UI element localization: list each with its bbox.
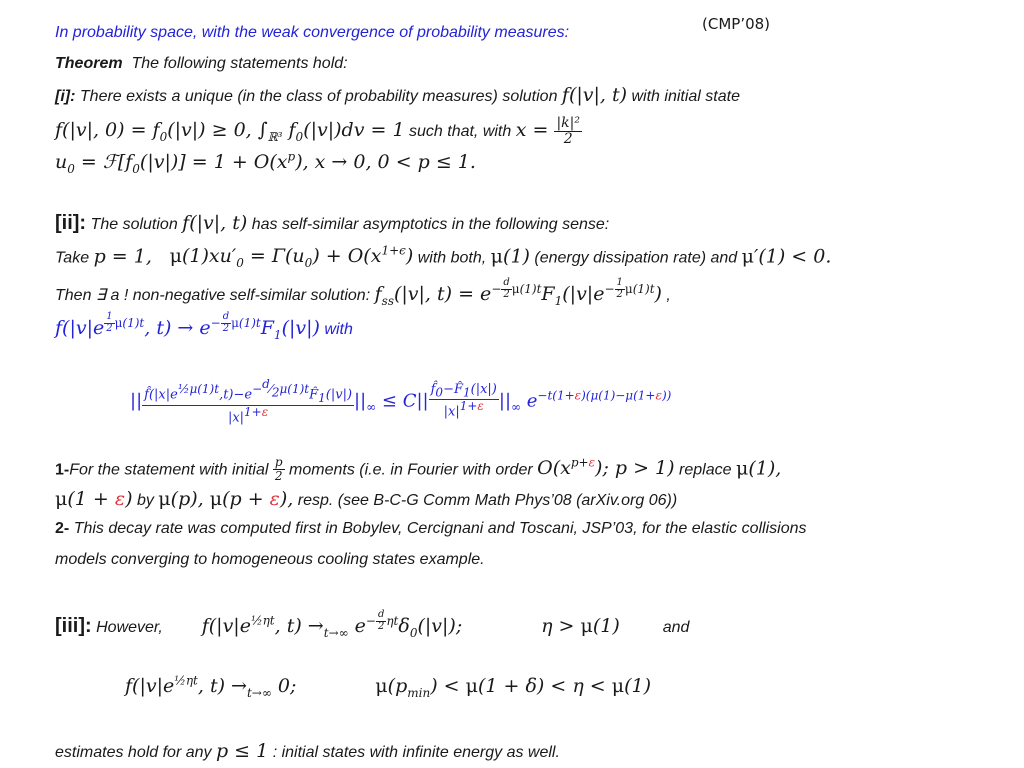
- theorem-line: [55, 55, 348, 73]
- formula-p-le-1: p ≤ 1: [215, 740, 269, 762]
- part3-and: and: [662, 618, 690, 636]
- note1-text-d: by: [136, 492, 154, 509]
- note1-line1: [55, 456, 781, 482]
- initial-state-line: [55, 116, 582, 146]
- part3-marker: [iii]:: [55, 614, 92, 637]
- theorem-statement: The following statements hold:: [131, 55, 348, 72]
- formula-mup: μ(p), μ(p + ε),: [158, 488, 294, 510]
- limit-zero-line: [125, 674, 651, 700]
- formula-limit-zero: $f(|v|e^{\frac{1}{2}\eta t}$, $t) \to_{t\to\infty}$ 0;: [125, 674, 297, 701]
- part3-however: However,: [96, 618, 163, 636]
- part2-text-b: has self-similar asymptotics in the following sense:: [251, 216, 610, 233]
- formula-mu1-b: μ(1),: [735, 457, 782, 480]
- note2-line1: [55, 520, 806, 538]
- note1-text-a: For the statement with initial: [69, 461, 269, 479]
- formula-norm-estimate: || $\frac{f̂(|x|e^{\frac{1}{2}\mu(1)t},t)-e^{-^d⁄_2\mu(1)t}F̂_1(|v|)}{|x|^{1+\varepsilon}}$ $||_\infty \le C||$ $\frac{f̂_0-F̂_1(|x|)}{|x|^{1+\varepsilon}}$ $||_\infty$ $e^{-t(1+\varepsilon)(\mu(1)-\mu(1+\varepsilon))}$: [130, 377, 672, 425]
- formula-initial-state: f(|v|, $0) = f_0(|v|) \ge 0$, $\int_{ℝ^3}$ $f_0(|v|)dv = 1$: [55, 119, 405, 144]
- note1-marker: 1-: [55, 461, 70, 479]
- intro-line: In probability space, with the weak convergence of probability measures:: [55, 24, 570, 41]
- note1-text-e: resp. (see B-C-G Comm Math Phys’08 (arXiv.org 06)): [297, 492, 678, 509]
- part1-text-b: with initial state: [631, 88, 740, 105]
- formula-f-v-t: f(|v|, t): [561, 84, 628, 106]
- part2-text-a: The solution: [90, 216, 178, 233]
- part2-with: with: [324, 320, 353, 338]
- part1-marker: [i]:: [55, 88, 76, 105]
- part1-text-c: such that, with: [409, 123, 512, 141]
- convergence-line: [55, 312, 353, 342]
- formula-x-def: x = $\frac{\text{|k|²}}{2}$: [515, 115, 580, 147]
- note1-text-c: replace: [679, 461, 732, 479]
- formula-fss: $f_{ss}(|v|$, $t) = e^{- \frac{d}{2} \mu(1)t}F_1(|v|e^{- \frac{1}{2} \mu(1)t})$: [374, 277, 662, 308]
- part3-line: [55, 610, 689, 640]
- part2-with-both: with both,: [417, 249, 487, 267]
- theorem-label: Theorem: [55, 55, 123, 72]
- footer-text-a: estimates hold for any: [55, 744, 212, 761]
- formula-p1: p = 1,: [93, 245, 152, 268]
- part2-then: Then ∃ a ! non-negative self-similar solution:: [55, 286, 371, 304]
- formula-f-v-t-2: f(|v|, t): [182, 212, 248, 234]
- part2-take: Take: [55, 249, 90, 267]
- formula-mu-relation: $\mu(1)xu'_0 = \Gamma(u_0) + O(x^{1+\epsilon})$: [169, 244, 414, 271]
- note2-marker: 2-: [55, 520, 70, 537]
- formula-muprime: μ′(1) < 0.: [741, 245, 832, 268]
- citation-tag: (CMP’08): [702, 15, 771, 33]
- note1-text-b: moments (i.e. in Fourier with order: [289, 461, 533, 479]
- part1-text-a: There exists a unique (in the class of probability measures) solution: [79, 88, 558, 105]
- formula-eta-range: $\mu(p_{min}) < \mu(1 + \delta) < \eta < \mu(1)$: [375, 675, 651, 701]
- take-p-line: [55, 244, 831, 270]
- part1-line: [55, 84, 740, 106]
- formula-p-over-2: $\frac{p}{2}$: [274, 455, 283, 483]
- u0-line: [55, 150, 476, 176]
- formula-eta-gt-mu: η > μ(1): [541, 614, 620, 637]
- note2-line2: models converging to homogeneous cooling states example.: [55, 551, 485, 568]
- formula-limit-delta: $f(|v|e^{\frac{1}{2}\eta t}$, $t) \to_{t\to\infty}$ $e^{- \frac{d}{2} \eta t}\delta_0(|v|)$;: [201, 609, 463, 640]
- note1-line2: [55, 488, 677, 510]
- formula-mu1: μ(1): [490, 245, 530, 268]
- part2-marker: [ii]:: [55, 212, 87, 234]
- note2-line1-text: This decay rate was computed first in Bobylev, Cercignani and Toscani, JSP’03, for the elastic collisions: [73, 520, 807, 537]
- footer-text-b: : initial states with infinite energy as well.: [272, 744, 560, 761]
- part2-line: [55, 212, 609, 235]
- part2-energy: (energy dissipation rate) and: [534, 249, 738, 267]
- then-line: Then ∃ a ! non-negative self-similar solution: $f_{ss}(|v|$, $t) = e^{- \frac{d}{2} \mu(1)t}F_1(|v|e^{- \frac{1}{2} \mu(1)t})$ ,: [55, 277, 671, 308]
- formula-u0: $u_0$ = $ℱ[f_0(|v|)] = 1 + O(x^p)$, x → 0, 0 < p ≤ 1.: [55, 150, 476, 177]
- formula-convergence: f(|v|e $^{\frac{1}{2} \mu(1)t}$, $t) \to e^{- \frac{d}{2} \mu(1)t}F_1(|v|)$: [55, 311, 320, 342]
- footer-line: [55, 740, 560, 762]
- formula-order: $O(x^{p+\varepsilon})$; p > 1): [537, 456, 675, 480]
- formula-mu1-eps: μ(1 + ε): [55, 488, 133, 510]
